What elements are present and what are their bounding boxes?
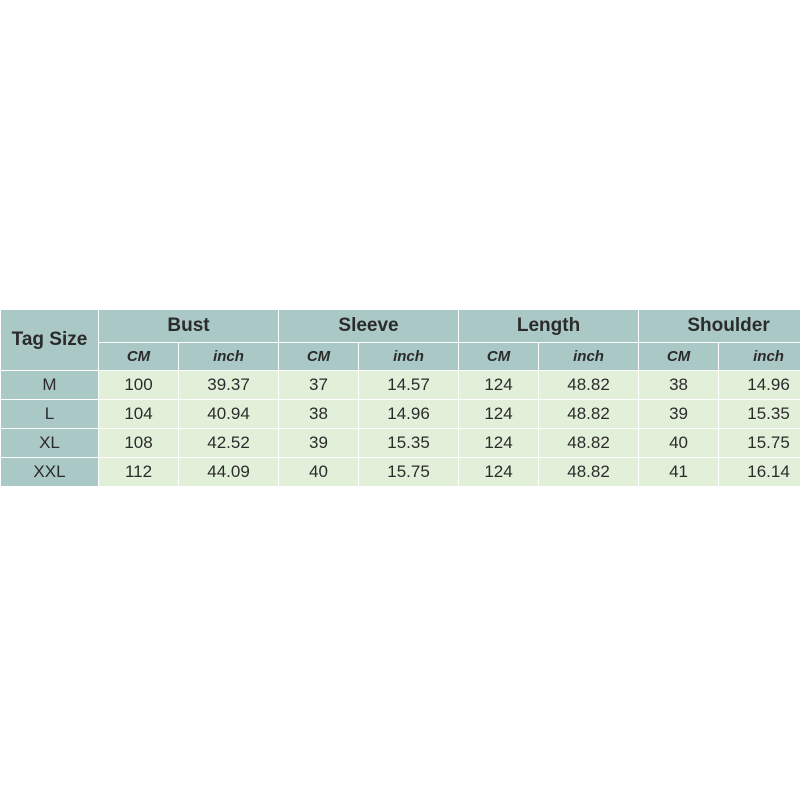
cell-m-shoulder-inch: 14.96 bbox=[719, 371, 800, 400]
header-unit-length-cm: CM bbox=[459, 343, 539, 371]
cell-m-bust-inch: 39.37 bbox=[179, 371, 279, 400]
table-row bbox=[1, 458, 800, 487]
cell-xxl-shoulder-inch: 16.14 bbox=[719, 458, 800, 487]
cell-xxl-sleeve-cm: 40 bbox=[279, 458, 359, 487]
cell-xxl-length-inch: 48.82 bbox=[539, 458, 639, 487]
header-row-groups bbox=[1, 310, 800, 343]
cell-xl-length-inch: 48.82 bbox=[539, 429, 639, 458]
cell-xxl-shoulder-cm: 41 bbox=[639, 458, 719, 487]
row-label-xxl: XXL bbox=[1, 458, 99, 487]
header-unit-length-inch: inch bbox=[539, 343, 639, 371]
cell-xxl-length-cm: 124 bbox=[459, 458, 539, 487]
cell-xxl-sleeve-inch: 15.75 bbox=[359, 458, 459, 487]
cell-l-bust-inch: 40.94 bbox=[179, 400, 279, 429]
cell-xl-shoulder-inch: 15.75 bbox=[719, 429, 800, 458]
table-row bbox=[1, 429, 800, 458]
header-group-bust: Bust bbox=[99, 310, 279, 343]
table-row bbox=[1, 400, 800, 429]
size-chart-table bbox=[0, 309, 800, 487]
cell-xxl-bust-inch: 44.09 bbox=[179, 458, 279, 487]
cell-xl-bust-inch: 42.52 bbox=[179, 429, 279, 458]
header-unit-bust-inch: inch bbox=[179, 343, 279, 371]
cell-l-length-inch: 48.82 bbox=[539, 400, 639, 429]
cell-xl-sleeve-inch: 15.35 bbox=[359, 429, 459, 458]
cell-l-length-cm: 124 bbox=[459, 400, 539, 429]
row-label-m: M bbox=[1, 371, 99, 400]
header-unit-shoulder-inch: inch bbox=[719, 343, 800, 371]
cell-xl-sleeve-cm: 39 bbox=[279, 429, 359, 458]
header-row-units bbox=[1, 343, 800, 371]
header-tag-size: Tag Size bbox=[1, 310, 99, 371]
cell-l-sleeve-cm: 38 bbox=[279, 400, 359, 429]
header-group-shoulder: Shoulder bbox=[639, 310, 800, 343]
cell-m-length-cm: 124 bbox=[459, 371, 539, 400]
header-unit-sleeve-cm: CM bbox=[279, 343, 359, 371]
cell-l-shoulder-inch: 15.35 bbox=[719, 400, 800, 429]
header-unit-shoulder-cm: CM bbox=[639, 343, 719, 371]
header-group-length: Length bbox=[459, 310, 639, 343]
table-row bbox=[1, 371, 800, 400]
cell-l-sleeve-inch: 14.96 bbox=[359, 400, 459, 429]
cell-xl-length-cm: 124 bbox=[459, 429, 539, 458]
cell-m-length-inch: 48.82 bbox=[539, 371, 639, 400]
cell-l-bust-cm: 104 bbox=[99, 400, 179, 429]
cell-xl-shoulder-cm: 40 bbox=[639, 429, 719, 458]
table-body bbox=[1, 371, 800, 487]
cell-m-sleeve-inch: 14.57 bbox=[359, 371, 459, 400]
size-chart-container bbox=[0, 309, 800, 487]
header-unit-bust-cm: CM bbox=[99, 343, 179, 371]
cell-l-shoulder-cm: 39 bbox=[639, 400, 719, 429]
cell-xxl-bust-cm: 112 bbox=[99, 458, 179, 487]
cell-m-bust-cm: 100 bbox=[99, 371, 179, 400]
table-header bbox=[1, 310, 800, 371]
cell-xl-bust-cm: 108 bbox=[99, 429, 179, 458]
header-unit-sleeve-inch: inch bbox=[359, 343, 459, 371]
cell-m-sleeve-cm: 37 bbox=[279, 371, 359, 400]
row-label-xl: XL bbox=[1, 429, 99, 458]
header-group-sleeve: Sleeve bbox=[279, 310, 459, 343]
cell-m-shoulder-cm: 38 bbox=[639, 371, 719, 400]
row-label-l: L bbox=[1, 400, 99, 429]
